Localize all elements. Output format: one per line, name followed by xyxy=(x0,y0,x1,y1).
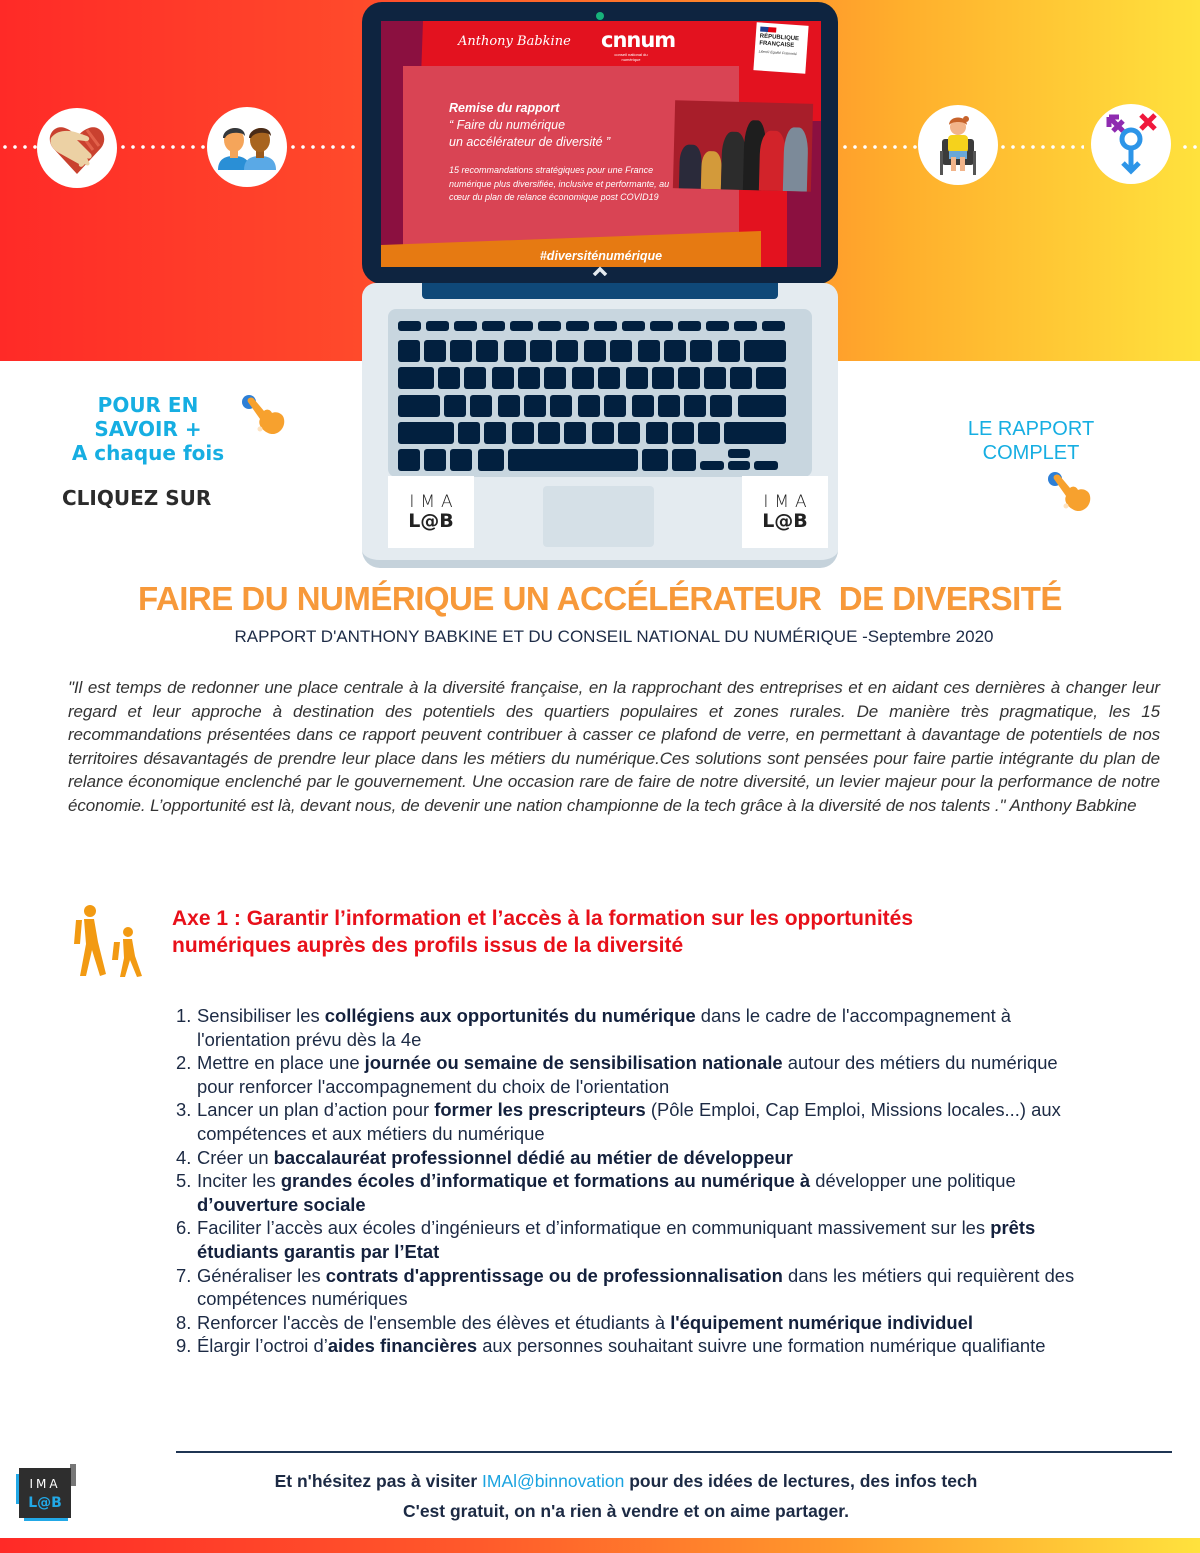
page-title: FAIRE DU NUMÉRIQUE UN ACCÉLÉRATEUR DE DIVERSITÉ xyxy=(138,580,1062,617)
cover-headline: Remise du rapport “ Faire du numérique un accélérateur de diversité ” xyxy=(449,101,611,149)
keyboard-key xyxy=(478,449,504,471)
recommendation-text: Élargir l’octroi d’aides financières aux personnes souhaitant suivre une formation numérique qualifiante xyxy=(197,1335,1046,1357)
cnnum-logo: cnnum conseil national du numérique xyxy=(601,28,676,62)
french-flag-icon xyxy=(760,27,776,33)
keyboard-key xyxy=(438,367,460,389)
keyboard-key xyxy=(710,395,732,417)
chevron-up-icon xyxy=(592,266,608,276)
recommendation-number: 2. xyxy=(176,1052,192,1074)
gender-symbols-icon xyxy=(1091,104,1171,184)
keyboard-key xyxy=(646,422,668,444)
keyboard-key xyxy=(706,321,729,331)
keyboard-key xyxy=(426,321,449,331)
recommendation-number: 8. xyxy=(176,1311,192,1333)
keyboard-key xyxy=(730,367,752,389)
arrow-key xyxy=(728,449,750,458)
keyboard-key xyxy=(398,340,420,362)
group-photo xyxy=(673,100,813,192)
keyboard-key xyxy=(626,367,648,389)
keyboard-key xyxy=(684,395,706,417)
keyboard-key xyxy=(678,367,700,389)
recommendation-number: 6. xyxy=(176,1217,192,1239)
keyboard-key xyxy=(642,449,668,471)
keyboard-key xyxy=(538,422,560,444)
keyboard-key xyxy=(610,340,632,362)
keyboard-key xyxy=(622,321,645,331)
report-cover[interactable] xyxy=(381,21,821,267)
wheelchair-user-icon xyxy=(918,105,998,185)
recommendation-number: 3. xyxy=(176,1099,192,1121)
recommendation-item xyxy=(176,1004,1096,1051)
keyboard-key xyxy=(618,422,640,444)
footer-line-2: C'est gratuit, on n'a rien à vendre et on aime partager. xyxy=(403,1501,849,1521)
keyboard-key xyxy=(584,340,606,362)
keyboard-key xyxy=(718,340,740,362)
keyboard-key xyxy=(498,395,520,417)
arrow-key xyxy=(728,461,750,470)
recommendation-item xyxy=(176,1334,1096,1358)
recommendation-item xyxy=(176,1098,1096,1145)
keyboard-key xyxy=(492,367,514,389)
keyboard-key xyxy=(424,340,446,362)
recommendation-text: Renforcer l'accès de l'ensemble des élèves et étudiants à l'équipement numérique individuel xyxy=(197,1311,973,1333)
keyboard-key xyxy=(464,367,486,389)
keyboard-key xyxy=(470,395,492,417)
laptop-screen xyxy=(362,2,838,284)
keyboard-key xyxy=(744,340,786,362)
keyboard-key xyxy=(398,367,434,389)
keyboard-key xyxy=(632,395,654,417)
imalab-sticker: IMA L@B xyxy=(388,476,474,548)
pointing-hand-icon xyxy=(240,393,288,437)
keyboard-key xyxy=(738,395,786,417)
recommendation-item xyxy=(176,1146,1096,1170)
keyboard-key xyxy=(458,422,480,444)
keyboard-key xyxy=(604,395,626,417)
pointing-hand-icon[interactable] xyxy=(1046,470,1094,514)
keyboard-key xyxy=(508,449,638,471)
keyboard-key xyxy=(476,340,498,362)
walking-people-icon xyxy=(62,904,146,978)
recommendations-list xyxy=(176,1004,1096,1358)
imalab-logo xyxy=(16,1462,78,1524)
keyboard-key xyxy=(482,321,505,331)
keyboard-key xyxy=(454,321,477,331)
keyboard-key xyxy=(450,449,472,471)
keyboard-key xyxy=(734,321,757,331)
footer-divider xyxy=(176,1451,1172,1453)
dotted-line xyxy=(288,145,360,149)
hashtag: #diversiténumérique xyxy=(539,249,663,263)
keyboard-key xyxy=(530,340,552,362)
keyboard-key xyxy=(544,367,566,389)
keyboard-key xyxy=(638,340,660,362)
signature-anthony-babkine: Anthony Babkine xyxy=(458,34,571,49)
arrow-key xyxy=(754,461,778,470)
svg-text:L@B: L@B xyxy=(28,1495,62,1511)
keyboard-key xyxy=(756,367,786,389)
recommendation-number: 4. xyxy=(176,1146,192,1168)
click-on-label: CLIQUEZ SUR xyxy=(62,486,212,510)
keyboard-key xyxy=(592,422,614,444)
keyboard-key xyxy=(678,321,701,331)
keyboard-key xyxy=(572,367,594,389)
webcam-dot xyxy=(596,12,604,20)
dotted-line xyxy=(118,145,210,149)
keyboard-key xyxy=(518,367,540,389)
keyboard-key xyxy=(524,395,546,417)
keyboard-key xyxy=(594,321,617,331)
dotted-line xyxy=(0,145,40,149)
svg-text:IMA: IMA xyxy=(29,1477,61,1491)
keyboard-key xyxy=(566,321,589,331)
diverse-people-icon xyxy=(207,107,287,187)
keyboard-key xyxy=(698,422,720,444)
learn-more-callout: POUR EN SAVOIR + A chaque fois xyxy=(71,393,225,465)
keyboard-key xyxy=(538,321,561,331)
footer-gradient-bar xyxy=(0,1538,1200,1553)
keyboard-key xyxy=(398,422,454,444)
recommendation-item xyxy=(176,1169,1096,1216)
keyboard-key xyxy=(650,321,673,331)
keyboard-key xyxy=(704,367,726,389)
keyboard-key xyxy=(550,395,572,417)
keyboard-key xyxy=(578,395,600,417)
keyboard-key xyxy=(504,340,526,362)
recommendation-item xyxy=(176,1216,1096,1263)
recommendation-number: 7. xyxy=(176,1264,192,1286)
keyboard-key xyxy=(398,449,420,471)
recommendation-number: 1. xyxy=(176,1005,192,1026)
dotted-line xyxy=(998,145,1084,149)
heart-handshake-icon xyxy=(37,108,117,188)
recommendation-text: Faciliter l’accès aux écoles d’ingénieurs et d’informatique en communiquant massivement sur les prêts étudiants garantis par l’Etat xyxy=(197,1217,1036,1262)
recommendation-text: Sensibiliser les collégiens aux opportunités du numérique dans le cadre de l'accompagnement à l'orientation prévu dès la 4e xyxy=(197,1005,1012,1050)
imalab-sticker: IMA L@B xyxy=(742,476,828,548)
keyboard-key xyxy=(724,422,786,444)
recommendation-text: Inciter les grandes écoles d’informatique et formations au numérique à développer une politique d’ouverture sociale xyxy=(197,1170,1016,1215)
laptop-base xyxy=(362,283,838,568)
keyboard-key xyxy=(762,321,785,331)
keyboard-key xyxy=(512,422,534,444)
keyboard-key xyxy=(690,340,712,362)
recommendation-item xyxy=(176,1051,1096,1098)
keyboard-key xyxy=(658,395,680,417)
page-subtitle: RAPPORT D'ANTHONY BABKINE ET DU CONSEIL NATIONAL DU NUMÉRIQUE -Septembre 2020 xyxy=(234,627,994,646)
keyboard-key xyxy=(444,395,466,417)
cover-body: 15 recommandations stratégiques pour une France numérique plus diversifiée, inclusive et performante, au cœur du plan de relance économique post COVID19 xyxy=(449,165,670,202)
keyboard-key xyxy=(484,422,506,444)
laptop-hinge xyxy=(422,283,778,299)
arrow-key xyxy=(700,461,724,470)
axe-1-heading: Axe 1 : Garantir l’information et l’accès à la formation sur les opportunités numériques auprès des profils issus de la diversité xyxy=(172,907,914,957)
keyboard-key xyxy=(450,340,472,362)
recommendation-text: Lancer un plan d’action pour former les prescripteurs (Pôle Emploi, Cap Emploi, Missions locales...) aux compétences et aux métiers du numérique xyxy=(197,1099,1061,1144)
recommendation-text: Mettre en place une journée ou semaine de sensibilisation nationale autour des métiers du numérique pour renforcer l'accompagnement du choix de l'orientation xyxy=(197,1052,1058,1097)
trackpad xyxy=(543,486,654,547)
keyboard-key xyxy=(672,449,696,471)
recommendation-number: 9. xyxy=(176,1335,192,1357)
dotted-line xyxy=(840,145,918,149)
keyboard-key xyxy=(564,422,586,444)
keyboard xyxy=(388,309,812,477)
dotted-line xyxy=(1180,145,1200,149)
keyboard-key xyxy=(398,395,440,417)
babkine-quote: "Il est temps de redonner une place centrale à la diversité française, en la rapprochant des entreprises et en aidant ces dernières à changer leur regard et leur approche à destination des potentiels des quartiers populaires et zones rurales. De manière très pragmatique, les 15 recommandations présentées dans ce rapport peuvent contribuer à casser ce plafond de verre, en permettant à davantage de potentiels de nos territoires désavantagés de prendre leur place dans les métiers du numérique.Ces solutions sont pensées pour faire partie intégrante du plan de relance économique enclenché par le gouvernement. Une occasion rare de faire de notre diversité, un levier majeur pour la performance de notre économie. L’opportunité est là, devant nous, de devenir une nation championne de la tech grâce à la diversité de nos talents ." Anthony Babkine xyxy=(68,678,1160,815)
keyboard-key xyxy=(556,340,578,362)
recommendation-text: Créer un baccalauréat professionnel dédié au métier de développeur xyxy=(197,1146,793,1168)
imalab-innovation-link[interactable]: IMAl@binnovation xyxy=(482,1471,625,1491)
recommendation-item xyxy=(176,1264,1096,1311)
full-report-link[interactable]: LE RAPPORT COMPLET xyxy=(967,418,1095,464)
keyboard-key xyxy=(652,367,674,389)
recommendation-number: 5. xyxy=(176,1170,192,1192)
recommendation-text: Généraliser les contrats d'apprentissage ou de professionnalisation dans les métiers qui requièrent des compétences numériques xyxy=(197,1264,1075,1310)
keyboard-key xyxy=(510,321,533,331)
keyboard-key xyxy=(672,422,694,444)
footer-line-1: Et n'hésitez pas à visiter IMAl@binnovation pour des idées de lectures, des infos tech xyxy=(274,1471,978,1491)
keyboard-key xyxy=(664,340,686,362)
republique-francaise-logo: RÉPUBLIQUE FRANÇAISE Liberté Égalité Fraternité xyxy=(753,22,808,74)
keyboard-key xyxy=(598,367,620,389)
recommendation-item xyxy=(176,1311,1096,1335)
keyboard-key xyxy=(424,449,446,471)
keyboard-key xyxy=(398,321,421,331)
